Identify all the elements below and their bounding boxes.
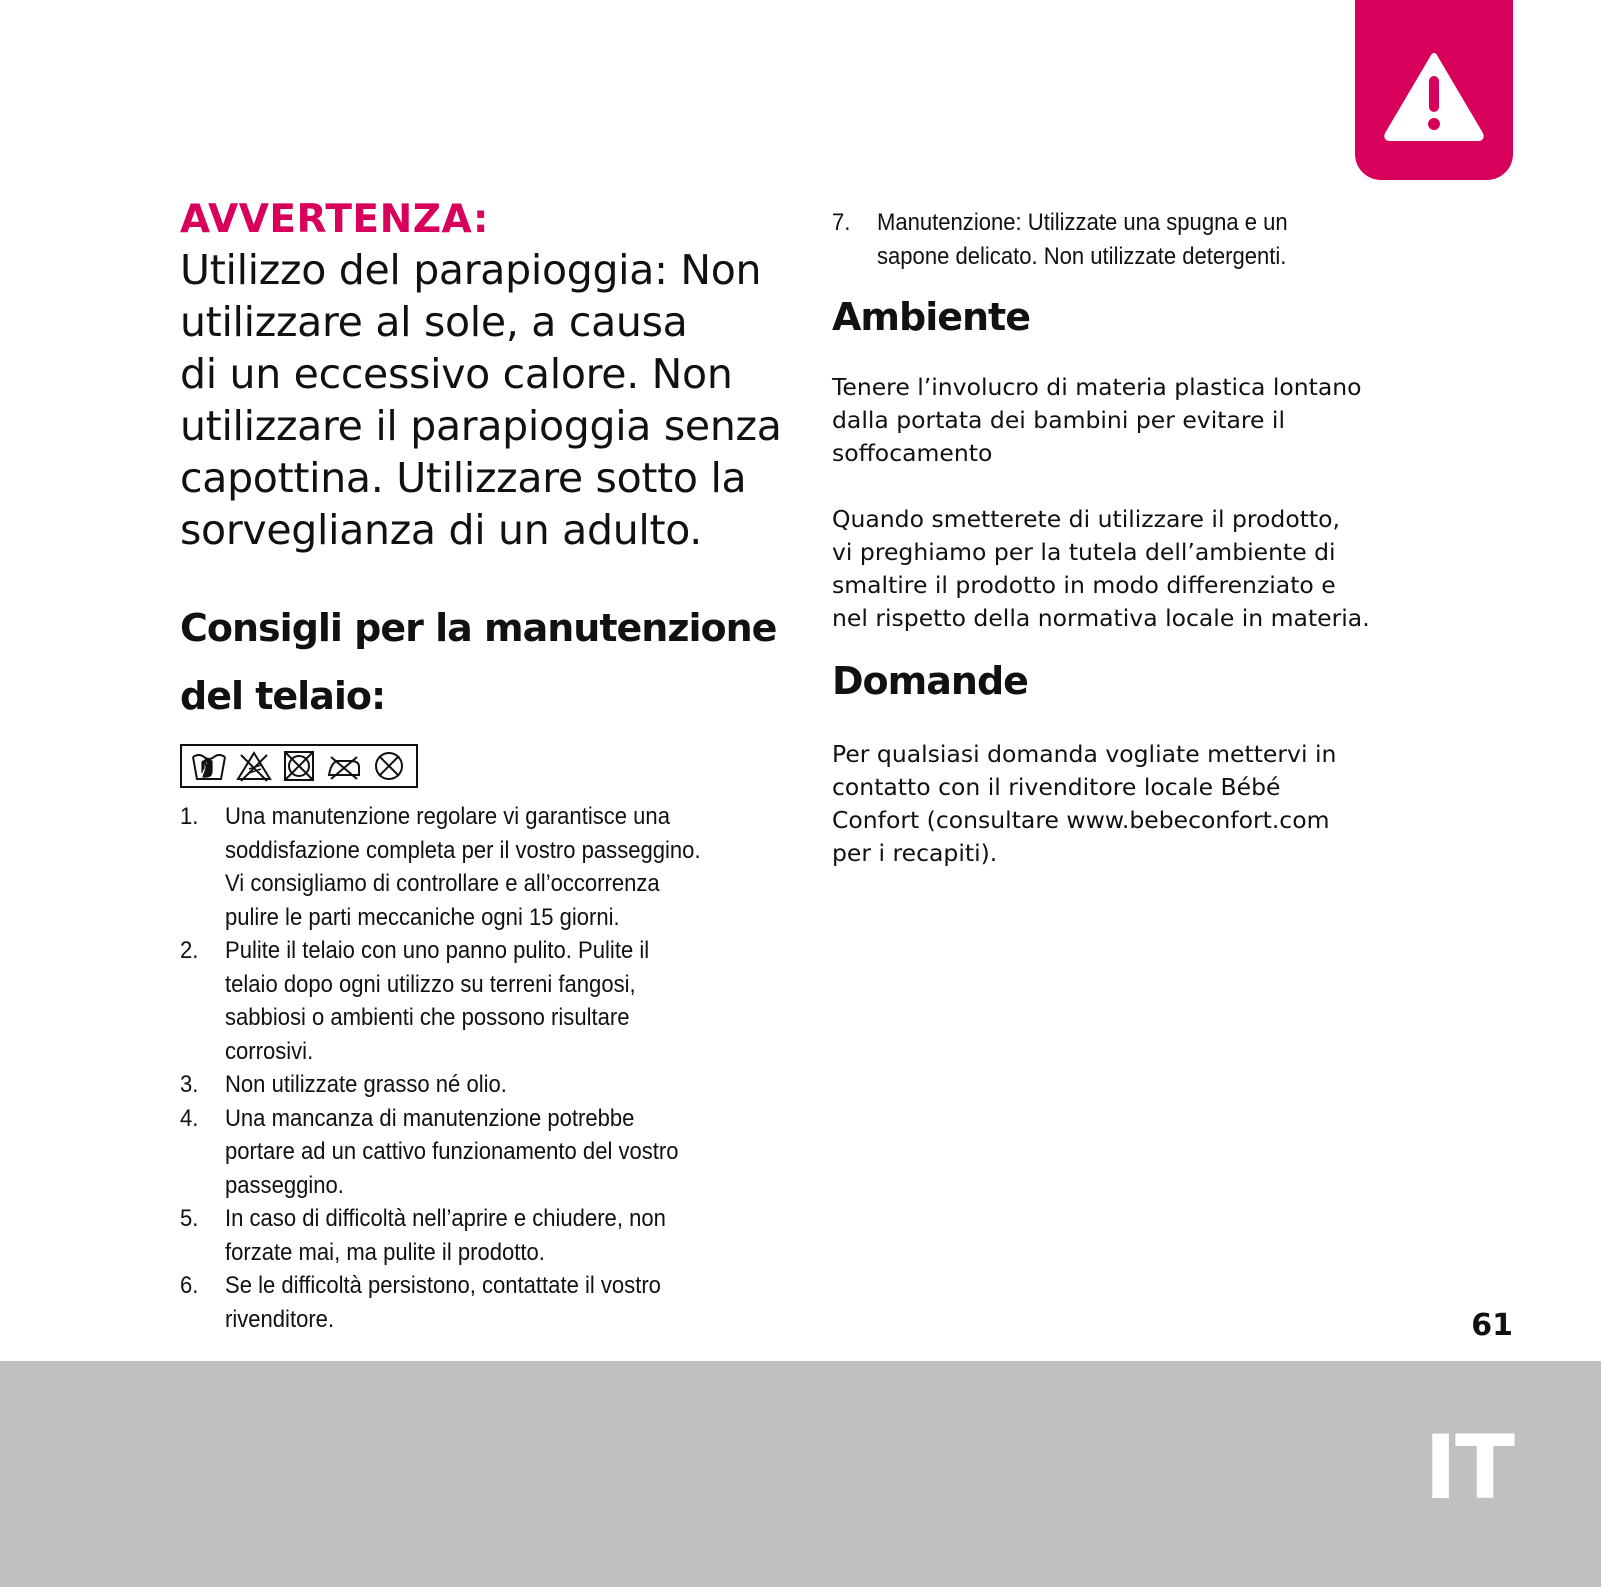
list-item-text: In caso di difficoltà nell’aprire e chiudere, non forzate mai, ma pulite il prodotto.	[225, 1205, 666, 1266]
left-column	[180, 196, 800, 1336]
do-not-tumble-dry-icon	[280, 749, 318, 783]
list-item-text: Pulite il telaio con uno panno pulito. Pulite il telaio dopo ogni utilizzo su terreni fangosi, sabbiosi o ambienti che possono risultare corrosivi.	[225, 937, 650, 1065]
list-item-number: 4.	[180, 1104, 199, 1132]
domande-paragraph: Per qualsiasi domanda vogliate mettervi in contatto con il rivenditore locale Bébé Confort (consultare www.bebeconfort.com per i recapiti).	[832, 740, 1337, 867]
warning-tab	[1355, 0, 1513, 180]
warning-triangle-icon	[1382, 50, 1486, 142]
page-number: 61	[1471, 1308, 1513, 1343]
list-item-number: 7.	[832, 209, 851, 236]
list-item	[832, 206, 1372, 273]
footer-band	[0, 1361, 1601, 1587]
list-item-text: Non utilizzate grasso né olio.	[225, 1071, 507, 1098]
list-item-number: 1.	[180, 803, 199, 830]
domande-title: Domande	[832, 659, 1028, 703]
list-item	[180, 1102, 761, 1203]
hand-wash-icon	[190, 749, 228, 783]
ambiente-title: Ambiente	[832, 295, 1030, 339]
list-item-text: Una mancanza di manutenzione potrebbe portare ad un cattivo funzionamento del vostro passeggino.	[225, 1104, 679, 1199]
list-item-text: Una manutenzione regolare vi garantisce una soddisfazione completa per il vostro passeggino. Vi consigliamo di controllare e all’occorrenza pulire le parti meccaniche ogni 15 giorni.	[225, 803, 701, 931]
do-not-bleach-icon	[235, 749, 273, 783]
language-code: IT	[1424, 1416, 1513, 1519]
do-not-iron-icon	[325, 749, 363, 783]
care-symbols	[180, 744, 418, 788]
list-item-text: Manutenzione: Utilizzate una spugna e un sapone delicato. Non utilizzate detergenti.	[877, 209, 1288, 270]
ambiente-paragraph-2: Quando smetterete di utilizzare il prodotto, vi preghiamo per la tutela dell’ambiente di smaltire il prodotto in modo differenziato e nel rispetto della normativa locale in materia.	[832, 505, 1370, 632]
list-item-number: 3.	[180, 1071, 199, 1098]
do-not-dry-clean-icon	[370, 749, 408, 783]
maintenance-title: Consigli per la manutenzione del telaio:	[180, 606, 777, 718]
list-item-number: 6.	[180, 1272, 199, 1299]
maintenance-list	[180, 800, 800, 1336]
list-item-number: 5.	[180, 1205, 199, 1232]
warning-body: Utilizzo del parapioggia: Non utilizzare al sole, a causa di un eccessivo calore. Non utilizzare il parapioggia senza capottina. Utilizzare sotto la sorveglianza di un adulto.	[180, 246, 782, 554]
ambiente-paragraph-1: Tenere l’involucro di materia plastica lontano dalla portata dei bambini per evitare il soffocamento	[832, 373, 1362, 467]
list-item	[180, 1202, 761, 1269]
warning-title: AVVERTENZA:	[180, 197, 489, 242]
list-item-text: Se le difficoltà persistono, contattate il vostro rivenditore.	[225, 1272, 661, 1333]
list-item	[180, 1068, 761, 1102]
list-item	[180, 1269, 761, 1336]
list-item-number: 2.	[180, 937, 199, 964]
list-item	[180, 934, 761, 1068]
list-item	[180, 800, 761, 934]
right-column	[832, 206, 1452, 870]
